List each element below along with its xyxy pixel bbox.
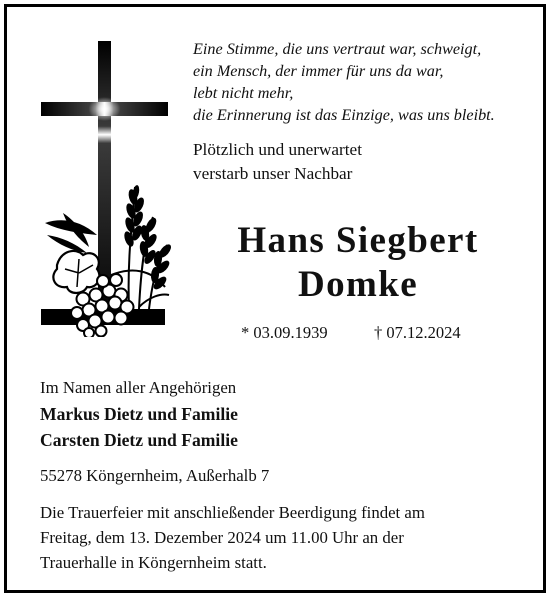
birth-date: * 03.09.1939 bbox=[241, 323, 328, 342]
cross-wheat-grapes-emblem bbox=[41, 37, 173, 337]
family-name: Markus Dietz und Familie bbox=[40, 404, 238, 424]
service-line: Trauerhalle in Köngernheim statt. bbox=[40, 553, 267, 572]
deceased-name bbox=[187, 219, 529, 307]
address: 55278 Köngernheim, Außerhalb 7 bbox=[40, 466, 270, 485]
obituary-frame bbox=[4, 4, 546, 593]
deceased-first-names: Hans Siegbert bbox=[237, 220, 479, 261]
funeral-service-info bbox=[40, 500, 520, 575]
mourners-intro: Im Namen aller Angehörigen bbox=[40, 378, 237, 397]
intro-line: verstarb unser Nachbar bbox=[193, 163, 353, 183]
intro-line: Plötzlich und unerwartet bbox=[193, 140, 362, 159]
poem-line: Eine Stimme, die uns vertraut war, schweigt, bbox=[193, 40, 482, 58]
vine-leaf-icon bbox=[53, 251, 99, 293]
family-name: Carsten Dietz und Familie bbox=[40, 430, 238, 450]
service-line: Die Trauerfeier mit anschließender Beerdigung findet am bbox=[40, 503, 425, 522]
deceased-surname: Domke bbox=[297, 264, 419, 305]
death-announcement-intro bbox=[193, 138, 362, 185]
poem bbox=[193, 38, 538, 126]
service-line: Freitag, dem 13. Dezember 2024 um 11.00 Uhr an der bbox=[40, 528, 404, 547]
poem-line: lebt nicht mehr, bbox=[193, 84, 294, 102]
poem-line: ein Mensch, der immer für uns da war, bbox=[193, 62, 444, 80]
death-date: † 07.12.2024 bbox=[374, 323, 461, 342]
poem-line: die Erinnerung ist das Einzige, was uns bleibt. bbox=[193, 106, 495, 124]
leaf-icon bbox=[45, 213, 97, 253]
